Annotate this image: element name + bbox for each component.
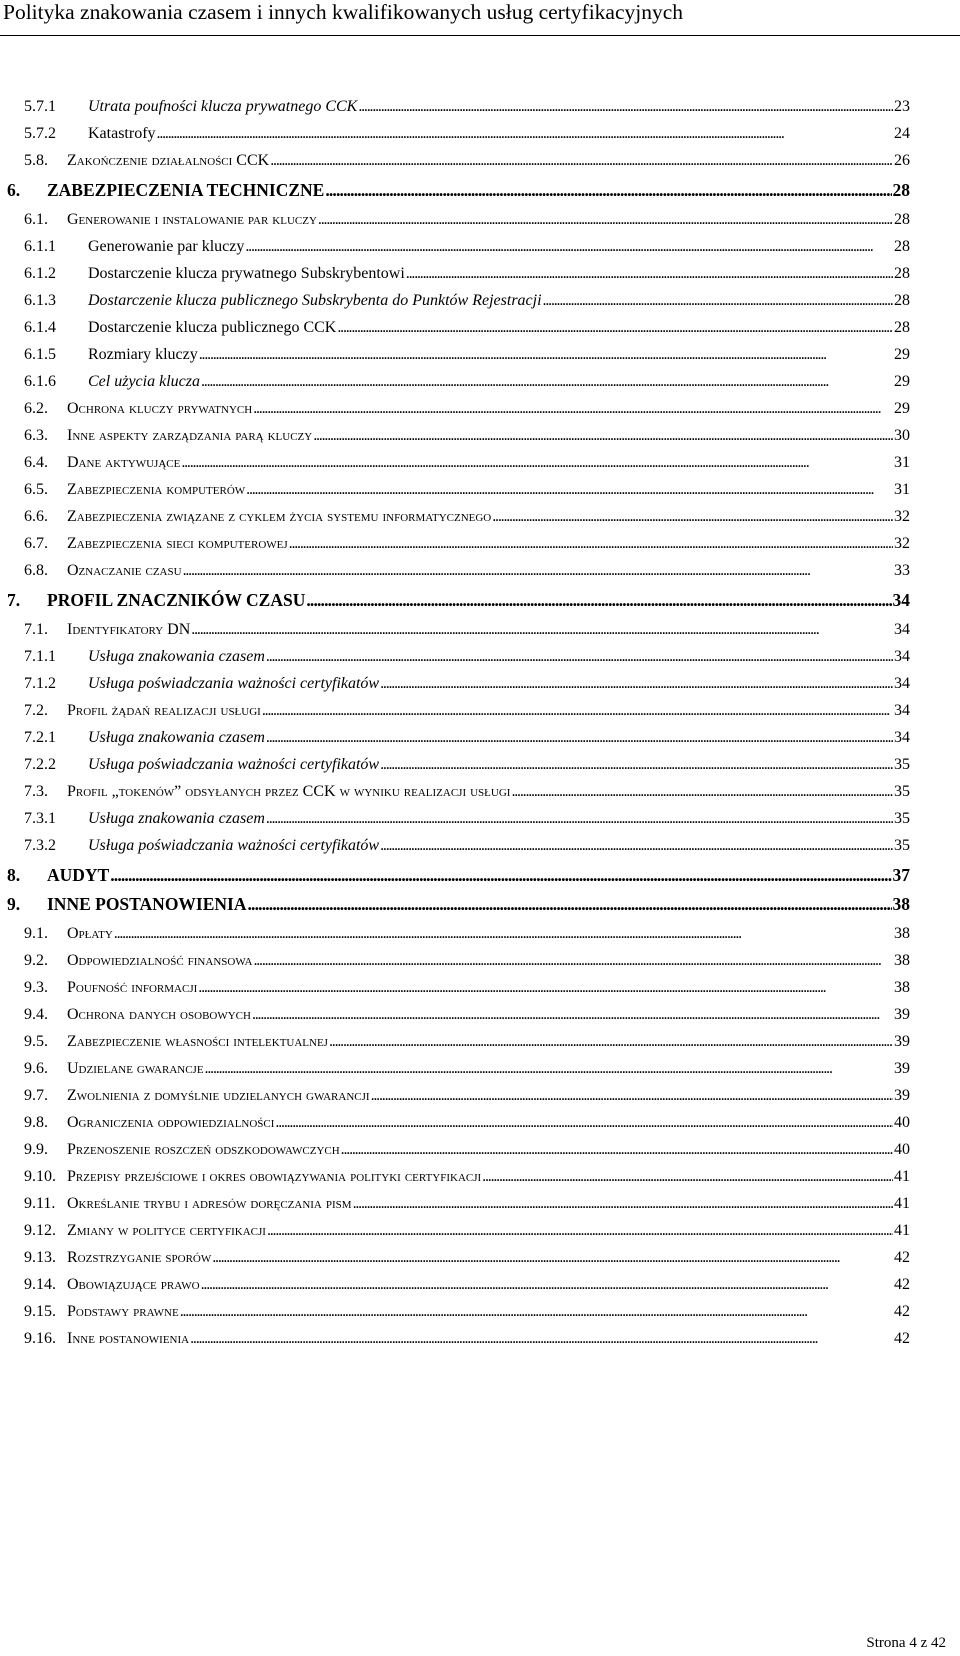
toc-entry-page: 28: [894, 265, 910, 282]
toc-entry[interactable]: [24, 807, 910, 831]
toc-dot-leader: [266, 645, 893, 669]
toc-entry-number: 9.11.: [24, 1195, 56, 1212]
toc-dot-leader: [270, 149, 893, 173]
toc-entry-title: Udzielane gwarancje: [67, 1060, 204, 1077]
toc-entry[interactable]: [24, 316, 910, 340]
toc-dot-leader: [266, 807, 893, 831]
toc-entry-title: INNE POSTANOWIENIA: [47, 894, 247, 914]
toc-entry-number: 7.1.1: [24, 648, 56, 665]
toc-dot-leader: [275, 1111, 893, 1135]
toc-entry[interactable]: [24, 922, 910, 946]
toc-entry[interactable]: [7, 863, 910, 887]
toc-entry-page: 28: [894, 292, 910, 309]
toc-entry-page: 32: [894, 508, 910, 525]
toc-entry[interactable]: [24, 149, 910, 173]
toc-dot-leader: [245, 235, 893, 259]
toc-entry-number: 9.3.: [24, 979, 48, 996]
toc-entry-number: 9.15.: [24, 1303, 56, 1320]
toc-dot-leader: [212, 1246, 893, 1270]
toc-entry-number: 7.3.: [24, 783, 48, 800]
toc-dot-leader: [306, 588, 891, 612]
toc-entry-number: 5.7.1: [24, 98, 56, 115]
toc-entry-title: Ochrona danych osobowych: [67, 1006, 251, 1023]
toc-entry-title: Usługa znakowania czasem: [88, 729, 265, 746]
toc-entry-page: 38: [894, 925, 910, 942]
toc-dot-leader: [248, 892, 892, 916]
toc-entry-title: Identyfikatory DN: [67, 621, 191, 638]
toc-entry-number: 9.1.: [24, 925, 48, 942]
toc-entry-title: Zabezpieczenia sieci komputerowej: [67, 535, 288, 552]
toc-dot-leader: [380, 834, 893, 858]
toc-entry-title: Dostarczenie klucza publicznego CCK: [88, 319, 337, 336]
toc-entry-title: Zabezpieczenia związane z cyklem życia systemu informatycznego: [67, 508, 492, 525]
toc-entry-title: Dane aktywujące: [67, 454, 181, 471]
toc-entry-number: 9.16.: [24, 1330, 56, 1347]
toc-entry-number: 6.4.: [24, 454, 48, 471]
toc-entry-number: 7.2.2: [24, 756, 56, 773]
toc-dot-leader: [199, 343, 893, 367]
toc-entry[interactable]: [24, 1300, 910, 1324]
toc-entry-title: Inne postanowienia: [67, 1330, 190, 1347]
toc-entry-title: Rozmiary kluczy: [88, 346, 198, 363]
toc-entry-page: 42: [894, 1276, 910, 1293]
toc-entry[interactable]: [24, 424, 910, 448]
toc-entry-page: 33: [894, 562, 910, 579]
toc-entry-title: Cel użycia klucza: [88, 373, 200, 390]
toc-entry[interactable]: [24, 451, 910, 475]
toc-entry-title: Usługa znakowania czasem: [88, 810, 265, 827]
toc-entry-number: 6.2.: [24, 400, 48, 417]
toc-entry[interactable]: [24, 672, 910, 696]
toc-entry-title: Usługa poświadczania ważności certyfikatów: [88, 837, 380, 854]
toc-entry-page: 41: [894, 1195, 910, 1212]
page-footer: [866, 1634, 946, 1652]
toc-dot-leader: [371, 1084, 893, 1108]
toc-entry-title: Opłaty: [67, 925, 113, 942]
toc-entry-page: 42: [894, 1303, 910, 1320]
toc-dot-leader: [358, 95, 893, 119]
toc-entry-number: 9.14.: [24, 1276, 56, 1293]
toc-entry-number: 9.7.: [24, 1087, 48, 1104]
toc-entry-number: 6.3.: [24, 427, 48, 444]
toc-entry-title: Odpowiedzialność finansowa: [67, 952, 253, 969]
toc-dot-leader: [341, 1138, 893, 1162]
toc-entry[interactable]: [24, 699, 910, 723]
toc-entry-number: 7.3.1: [24, 810, 56, 827]
toc-entry-page: 34: [894, 729, 910, 746]
toc-entry-page: 32: [894, 535, 910, 552]
toc-entry[interactable]: [24, 262, 910, 286]
toc-entry-number: 8.: [7, 865, 21, 885]
toc-entry[interactable]: [24, 618, 910, 642]
toc-entry-number: 5.7.2: [24, 125, 56, 142]
toc-entry[interactable]: [24, 1192, 910, 1216]
toc-entry[interactable]: [24, 726, 910, 750]
toc-dot-leader: [313, 424, 893, 448]
toc-dot-leader: [289, 532, 893, 556]
toc-entry-page: 41: [894, 1168, 910, 1185]
toc-entry[interactable]: [24, 397, 910, 421]
toc-entry-page: 23: [894, 98, 910, 115]
toc-entry-number: 6.8.: [24, 562, 48, 579]
toc-entry-title: Usługa znakowania czasem: [88, 648, 265, 665]
toc-entry-number: 7.: [7, 590, 21, 610]
toc-dot-leader: [110, 863, 891, 887]
toc-entry-page: 31: [894, 481, 910, 498]
toc-entry-page: 37: [892, 865, 910, 885]
toc-entry[interactable]: [7, 178, 910, 202]
toc-entry-number: 6.1.4: [24, 319, 56, 336]
toc-entry[interactable]: [24, 208, 910, 232]
toc-entry-page: 28: [894, 319, 910, 336]
toc-entry-title: Podstawy prawne: [67, 1303, 179, 1320]
toc-entry-page: 24: [894, 125, 910, 142]
toc-entry[interactable]: [24, 1273, 910, 1297]
toc-entry-title: Zakończenie działalności CCK: [67, 152, 270, 169]
toc-entry-title: ZABEZPIECZENIA TECHNICZNE: [47, 180, 325, 200]
toc-entry-number: 7.1.: [24, 621, 48, 638]
toc-entry-number: 6.1.1: [24, 238, 56, 255]
toc-dot-leader: [543, 289, 893, 313]
toc-entry[interactable]: [24, 1003, 910, 1027]
toc-entry-page: 39: [894, 1006, 910, 1023]
toc-entry-page: 26: [894, 152, 910, 169]
toc-entry-title: Poufność informacji: [67, 979, 198, 996]
toc-dot-leader: [325, 178, 891, 202]
toc-dot-leader: [267, 1219, 893, 1243]
toc-entry-title: PROFIL ZNACZNIKÓW CZASU: [47, 590, 306, 610]
toc-dot-leader: [318, 208, 893, 232]
toc-entry-page: 30: [894, 427, 910, 444]
toc-entry-title: Profil żądań realizacji usługi: [67, 702, 261, 719]
toc-entry-number: 6.5.: [24, 481, 48, 498]
toc-entry-page: 35: [894, 783, 910, 800]
toc-dot-leader: [190, 1327, 893, 1351]
toc-entry-title: Usługa poświadczania ważności certyfikatów: [88, 756, 380, 773]
toc-dot-leader: [511, 780, 893, 804]
toc-dot-leader: [406, 262, 893, 286]
toc-entry-page: 38: [892, 894, 910, 914]
toc-entry-title: Oznaczanie czasu: [67, 562, 182, 579]
toc-dot-leader: [181, 451, 893, 475]
toc-entry-page: 31: [894, 454, 910, 471]
toc-entry-title: Ograniczenia odpowiedzialności: [67, 1114, 275, 1131]
toc-dot-leader: [380, 672, 893, 696]
toc-entry-title: AUDYT: [47, 865, 110, 885]
toc-entry-number: 7.3.2: [24, 837, 56, 854]
toc-entry-number: 5.8.: [24, 152, 48, 169]
toc-entry-title: Katastrofy: [88, 125, 156, 142]
toc-entry-page: 34: [894, 621, 910, 638]
toc-entry-title: Zabezpieczenia komputerów: [67, 481, 246, 498]
page-number-label: Strona 4 z 42: [866, 1635, 946, 1651]
toc-dot-leader: [201, 1273, 893, 1297]
toc-entry-title: Utrata poufności klucza prywatnego CCK: [88, 98, 358, 115]
toc-entry-title: Przenoszenie roszczeń odszkodowawczych: [67, 1141, 340, 1158]
toc-entry[interactable]: [24, 1165, 910, 1189]
toc-entry-number: 9.10.: [24, 1168, 56, 1185]
toc-entry[interactable]: [24, 949, 910, 973]
toc-dot-leader: [380, 753, 893, 777]
toc-entry-page: 28: [894, 211, 910, 228]
toc-dot-leader: [253, 397, 893, 421]
toc-entry[interactable]: [24, 1219, 910, 1243]
toc-entry-page: 41: [894, 1222, 910, 1239]
toc-entry-number: 9.8.: [24, 1114, 48, 1131]
toc-entry-number: 7.2.: [24, 702, 48, 719]
toc-entry-number: 6.1.2: [24, 265, 56, 282]
toc-entry-page: 28: [894, 238, 910, 255]
toc-entry[interactable]: [24, 753, 910, 777]
toc-entry[interactable]: [24, 478, 910, 502]
toc-entry-number: 7.1.2: [24, 675, 56, 692]
toc-entry-page: 28: [892, 180, 910, 200]
toc-entry-page: 40: [894, 1114, 910, 1131]
toc-entry-title: Usługa poświadczania ważności certyfikatów: [88, 675, 380, 692]
toc-entry-page: 39: [894, 1060, 910, 1077]
toc-entry[interactable]: [24, 1138, 910, 1162]
toc-entry-page: 39: [894, 1087, 910, 1104]
toc-entry[interactable]: [24, 1030, 910, 1054]
toc-dot-leader: [201, 370, 893, 394]
toc-entry-title: Generowanie i instalowanie par kluczy: [67, 211, 317, 228]
toc-dot-leader: [253, 949, 893, 973]
toc-entry-number: 9.13.: [24, 1249, 56, 1266]
toc-entry[interactable]: [24, 1111, 910, 1135]
toc-dot-leader: [205, 1057, 893, 1081]
toc-entry-page: 38: [894, 979, 910, 996]
toc-entry-title: Określanie trybu i adresów doręczania pism: [67, 1195, 352, 1212]
toc-entry-title: Ochrona kluczy prywatnych: [67, 400, 253, 417]
toc-entry-title: Obowiązujące prawo: [67, 1276, 200, 1293]
toc-entry-page: 42: [894, 1249, 910, 1266]
toc-entry-page: 34: [894, 675, 910, 692]
toc-dot-leader: [191, 618, 893, 642]
toc-dot-leader: [482, 1165, 893, 1189]
toc-entry[interactable]: [24, 1057, 910, 1081]
toc-entry[interactable]: [24, 95, 910, 119]
toc-entry-title: Dostarczenie klucza prywatnego Subskrybentowi: [88, 265, 405, 282]
toc-dot-leader: [492, 505, 893, 529]
toc-dot-leader: [353, 1192, 893, 1216]
toc-dot-leader: [198, 976, 893, 1000]
toc-entry-title: Zwolnienia z domyślnie udzielanych gwarancji: [67, 1087, 370, 1104]
toc-entry-number: 6.7.: [24, 535, 48, 552]
toc-entry-page: 29: [894, 400, 910, 417]
toc-entry-number: 6.: [7, 180, 21, 200]
toc-entry[interactable]: [24, 976, 910, 1000]
toc-dot-leader: [246, 478, 893, 502]
toc-entry-number: 9.4.: [24, 1006, 48, 1023]
toc-entry-page: 39: [894, 1033, 910, 1050]
toc-entry[interactable]: [24, 1246, 910, 1270]
toc-entry-title: Zmiany w polityce certyfikacji: [67, 1222, 266, 1239]
toc-dot-leader: [337, 316, 893, 340]
toc-entry-number: 9.12.: [24, 1222, 56, 1239]
toc-entry-number: 6.1.: [24, 211, 48, 228]
toc-entry-page: 35: [894, 756, 910, 773]
toc-entry-title: Zabezpieczenie własności intelektualnej: [67, 1033, 328, 1050]
toc-entry[interactable]: [24, 645, 910, 669]
toc-dot-leader: [329, 1030, 893, 1054]
toc-dot-leader: [266, 726, 893, 750]
toc-entry[interactable]: [24, 289, 910, 313]
toc-dot-leader: [262, 699, 893, 723]
toc-entry[interactable]: [24, 834, 910, 858]
toc-entry-page: 42: [894, 1330, 910, 1347]
toc-entry[interactable]: [24, 343, 910, 367]
toc-entry[interactable]: [24, 1084, 910, 1108]
toc-entry-number: 6.1.5: [24, 346, 56, 363]
toc-entry[interactable]: [24, 532, 910, 556]
toc-entry-title: Profil „tokenów” odsyłanych przez CCK w wyniku realizacji usługi: [67, 783, 511, 800]
toc-entry-number: 9.2.: [24, 952, 48, 969]
toc-dot-leader: [114, 922, 893, 946]
toc-entry-number: 6.6.: [24, 508, 48, 525]
toc-entry[interactable]: [24, 370, 910, 394]
toc-entry-number: 6.1.3: [24, 292, 56, 309]
toc-dot-leader: [183, 559, 893, 583]
toc-entry-title: Rozstrzyganie sporów: [67, 1249, 212, 1266]
toc-entry-page: 34: [894, 648, 910, 665]
toc-entry-page: 34: [894, 702, 910, 719]
page-header: [0, 0, 960, 36]
toc-entry-title: Dostarczenie klucza publicznego Subskrybenta do Punktów Rejestracji: [88, 292, 542, 309]
toc-entry[interactable]: [24, 505, 910, 529]
document-title: Polityka znakowania czasem i innych kwalifikowanych usług certyfikacyjnych: [3, 0, 684, 24]
toc-entry-page: 38: [894, 952, 910, 969]
toc-entry[interactable]: [24, 559, 910, 583]
toc-entry-number: 6.1.6: [24, 373, 56, 390]
toc-dot-leader: [180, 1300, 893, 1324]
toc-entry[interactable]: [24, 780, 910, 804]
toc-entry[interactable]: [24, 122, 910, 146]
toc-entry-page: 29: [894, 346, 910, 363]
toc-dot-leader: [157, 122, 893, 146]
toc-entry-page: 35: [894, 837, 910, 854]
toc-entry-page: 40: [894, 1141, 910, 1158]
toc-entry-number: 9.6.: [24, 1060, 48, 1077]
toc-entry-number: 9.5.: [24, 1033, 48, 1050]
toc-entry[interactable]: [7, 588, 910, 612]
toc-entry-title: Inne aspekty zarządzania parą kluczy: [67, 427, 313, 444]
toc-entry-title: Przepisy przejściowe i okres obowiązywania polityki certyfikacji: [67, 1168, 482, 1185]
toc-entry-number: 9.9.: [24, 1141, 48, 1158]
toc-entry[interactable]: [7, 892, 910, 916]
toc-entry[interactable]: [24, 235, 910, 259]
toc-entry-number: 9.: [7, 894, 21, 914]
toc-entry-page: 29: [894, 373, 910, 390]
toc-entry-number: 7.2.1: [24, 729, 56, 746]
toc-entry-title: Generowanie par kluczy: [88, 238, 245, 255]
toc-entry[interactable]: [24, 1327, 910, 1351]
toc-entry-page: 34: [892, 590, 910, 610]
toc-entry-page: 35: [894, 810, 910, 827]
toc-dot-leader: [252, 1003, 893, 1027]
